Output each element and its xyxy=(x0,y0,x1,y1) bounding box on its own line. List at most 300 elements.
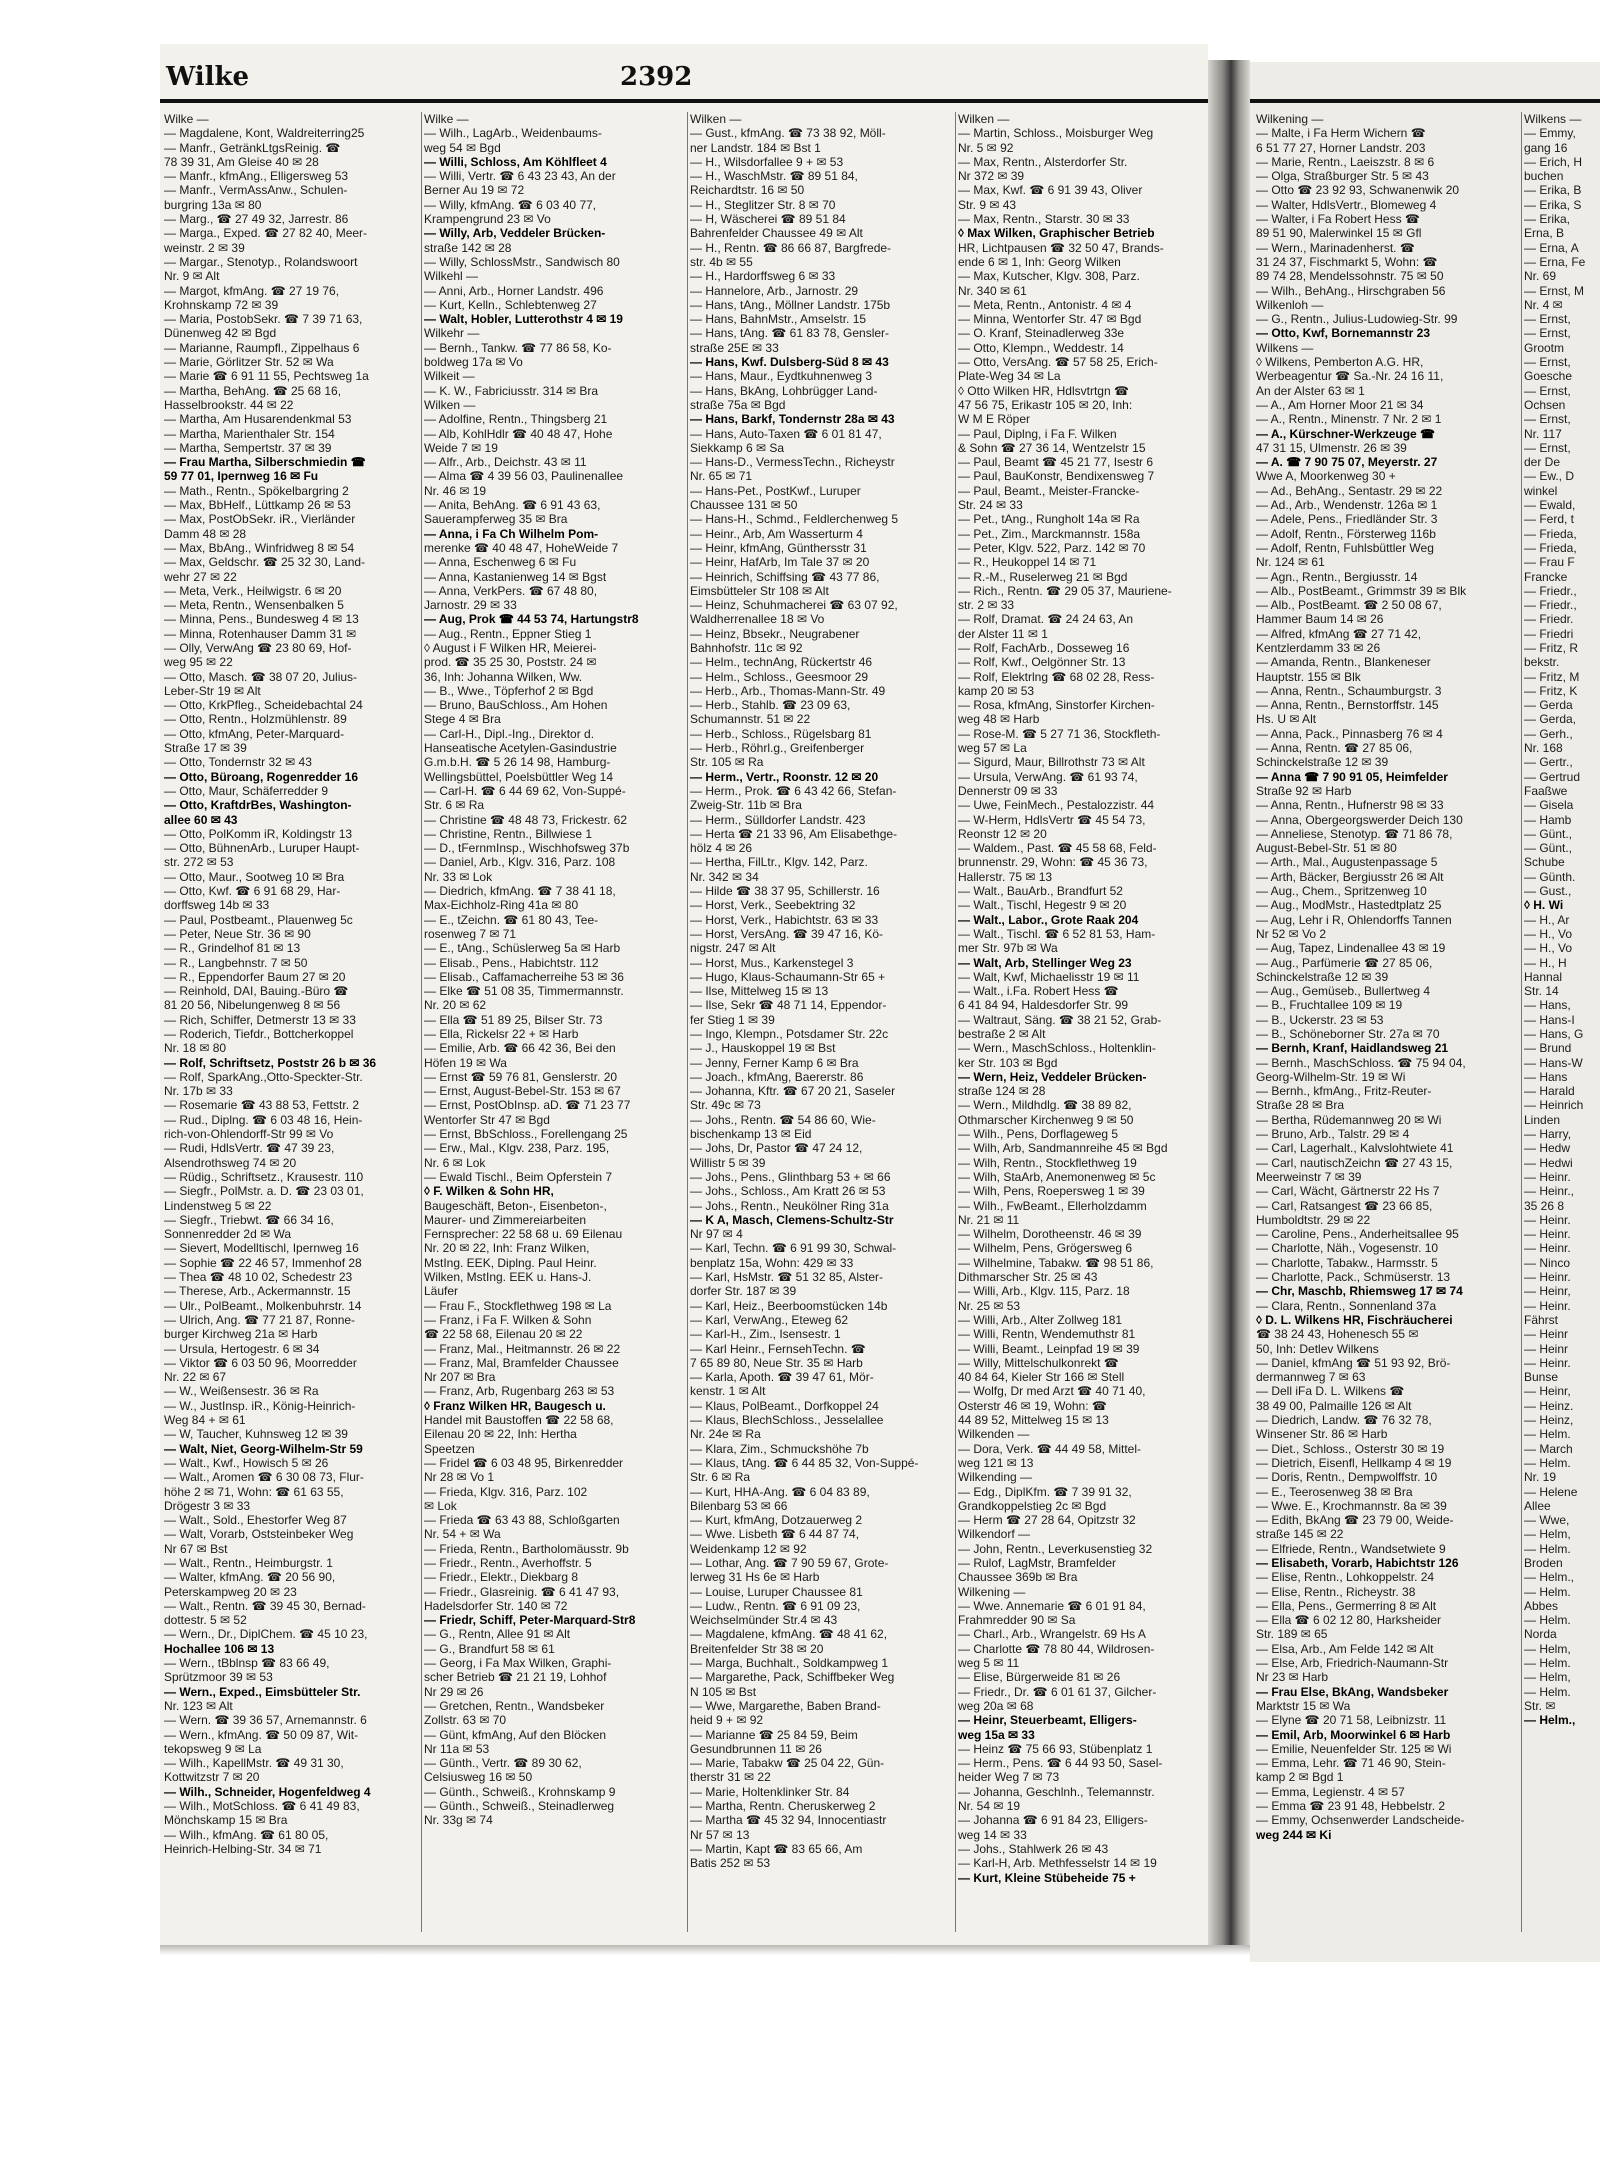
directory-entry: — Bernh, Kranf, Haidlandsweg 21 xyxy=(1256,1041,1449,1056)
directory-entry: — Willi, Vertr. ☎ 6 43 23 43, An der xyxy=(424,169,616,184)
directory-entry: Nr. 20 ✉ 22, Inh: Franz Wilken, xyxy=(424,1241,590,1256)
directory-entry: — Alfred, kfmAng ☎ 27 71 42, xyxy=(1256,626,1422,641)
directory-entry: — Viktor ☎ 6 03 50 96, Moorredder xyxy=(164,1355,357,1370)
directory-entry: — D., tFernmInsp., Wischhofsweg 37b xyxy=(424,841,630,856)
directory-entry: — Helm., xyxy=(1524,1570,1575,1585)
directory-entry: — Franz, Mal, Bramfelder Chaussee xyxy=(424,1355,619,1370)
directory-entry: N 105 ✉ Bst xyxy=(690,1684,757,1699)
directory-entry: — Otto, Büroang, Rogenredder 16 xyxy=(164,769,359,784)
directory-entry: — Franz, i Fa F. Wilken & Sohn xyxy=(424,1312,592,1327)
page-edge-shadow xyxy=(160,1945,1250,1955)
directory-entry: — Max, Geldschr. ☎ 25 32 30, Land- xyxy=(164,555,366,570)
directory-entry: — Rüdig., Schriftsetz., Krausestr. 110 xyxy=(164,1169,364,1184)
directory-entry: ◊ D. L. Wilkens HR, Fischräucherei xyxy=(1256,1312,1453,1327)
directory-entry: — Emilie, Arb. ☎ 66 42 36, Bei den xyxy=(424,1041,616,1056)
directory-entry: boldweg 17a ✉ Vo xyxy=(424,355,523,370)
directory-entry: ◊ Wilkens, Pemberton A.G. HR, xyxy=(1256,355,1424,370)
directory-entry: — Hans-W xyxy=(1524,1055,1583,1070)
directory-entry: Nr. 21 ✉ 11 xyxy=(958,1212,1020,1227)
book-gutter xyxy=(1208,60,1250,1950)
directory-entry: — Helm. xyxy=(1524,1584,1571,1599)
directory-entry: — Otto, Maur., Sootweg 10 ✉ Bra xyxy=(164,869,345,884)
directory-entry: — E., Teerosenweg 38 ✉ Bra xyxy=(1256,1484,1413,1499)
directory-entry: — Aug., Parfümerie ☎ 27 85 06, xyxy=(1256,955,1433,970)
directory-entry: — Carl-H., Dipl.-Ing., Direktor d. xyxy=(424,726,595,741)
directory-entry: — Christine ☎ 48 48 73, Frickestr. 62 xyxy=(424,812,628,827)
directory-entry: — Heinr., xyxy=(1524,1184,1575,1199)
directory-entry: — Anita, BehAng. ☎ 6 91 43 63, xyxy=(424,498,601,513)
column-separator xyxy=(687,112,688,1932)
directory-entry: — H, Wäscherei ☎ 89 51 84 xyxy=(690,212,846,227)
directory-entry: — Günt., xyxy=(1524,826,1573,841)
directory-entry: — Anna, Kastanienweg 14 ✉ Bgst xyxy=(424,569,607,584)
directory-entry: Nr. 17b ✉ 33 xyxy=(164,1084,233,1099)
directory-entry: Wellingsbüttel, Poelsbüttler Weg 14 xyxy=(424,769,613,784)
directory-entry: — Rosa, kfmAng, Sinstorfer Kirchen- xyxy=(958,698,1155,713)
directory-entry: Hammer Baum 14 ✉ 26 xyxy=(1256,612,1384,627)
directory-entry: — Pet., tAng., Rungholt 14a ✉ Ra xyxy=(958,512,1140,527)
directory-entry: — Otto ☎ 23 92 93, Schwanenwik 20 xyxy=(1256,183,1460,198)
directory-entry: — Friedr., Glasreinig. ☎ 6 41 47 93, xyxy=(424,1584,620,1599)
directory-entry: — Clara, Rentn., Sonnenland 37a xyxy=(1256,1298,1437,1313)
directory-entry: bestraße 2 ✉ Alt xyxy=(958,1027,1046,1041)
directory-entry: — Karl, Heiz., Beerboomstücken 14b xyxy=(690,1298,888,1313)
directory-entry: — H., Steglitzer Str. 8 ✉ 70 xyxy=(690,197,836,212)
directory-entry: — H., WaschMstr. ☎ 89 51 84, xyxy=(690,169,858,184)
directory-entry: — Helm. xyxy=(1524,1541,1571,1556)
directory-entry: Bahnhofstr. 11c ✉ 92 xyxy=(690,640,803,655)
directory-entry: Nr. 20 ✉ 62 xyxy=(424,998,487,1013)
directory-entry: Plate-Weg 34 ✉ La xyxy=(958,369,1061,384)
directory-entry: — Helm. xyxy=(1524,1427,1571,1442)
directory-entry: — Ursula, VerwAng. ☎ 61 93 74, xyxy=(958,769,1138,784)
directory-entry: — Kurt, Kleine Stübeheide 75 + xyxy=(958,1870,1136,1885)
directory-entry: — Agn., Rentn., Bergiusstr. 14 xyxy=(1256,569,1418,584)
directory-entry: — Olly, VerwAng ☎ 23 80 69, Hof- xyxy=(164,640,352,655)
directory-entry: — Helm. xyxy=(1524,1684,1571,1699)
directory-entry: — Friedr., Elektr., Diekbarg 8 xyxy=(424,1570,579,1585)
directory-entry: — Wern., Dr., DiplChem. ☎ 45 10 23, xyxy=(164,1627,368,1642)
directory-entry: — Hans, Auto-Taxen ☎ 6 01 81 47, xyxy=(690,426,882,441)
directory-entry: — Ewald Tischl., Beim Opferstein 7 xyxy=(424,1169,613,1184)
directory-entry: Othmarscher Kirchenweg 9 ✉ 50 xyxy=(958,1112,1134,1127)
directory-entry: Kentzlerdamm 33 ✉ 26 xyxy=(1256,640,1381,655)
directory-entry: — Charlotte, Tabakw., Harmsstr. 5 xyxy=(1256,1255,1438,1270)
directory-entry: Peterskampweg 20 ✉ 23 xyxy=(164,1584,297,1599)
directory-entry: str. 4b ✉ 55 xyxy=(690,254,753,269)
directory-entry: — Daniel, Arb., Klgv. 316, Parz. 108 xyxy=(424,855,616,870)
directory-entry: dorffsweg 14b ✉ 33 xyxy=(164,898,270,913)
directory-entry: weinstr. 2 ✉ 39 xyxy=(164,240,245,255)
directory-entry: — Otto, Kwf. ☎ 6 91 68 29, Har- xyxy=(164,884,341,899)
directory-entry: Weidenkamp 12 ✉ 92 xyxy=(690,1541,807,1556)
directory-entry: hölz 4 ✉ 26 xyxy=(690,841,753,856)
directory-entry: — Bernh., kfmAng., Fritz-Reuter- xyxy=(1256,1084,1432,1099)
directory-entry: — Max, BbAng., Winfridweg 8 ✉ 54 xyxy=(164,540,355,555)
directory-entry: Wilkenloh — xyxy=(1256,297,1324,312)
directory-entry: weg 5 ✉ 11 xyxy=(958,1656,1020,1671)
directory-entry: — Walter, kfmAng. ☎ 20 56 90, xyxy=(164,1570,336,1585)
directory-entry: — Aug., Rentn., Eppner Stieg 1 xyxy=(424,626,592,641)
directory-entry: — Emil, Arb, Moorwinkel 6 ✉ Harb xyxy=(1256,1727,1451,1742)
directory-entry: — Ursula, Hertogestr. 6 ✉ 34 xyxy=(164,1341,320,1356)
directory-entry: — Ad., Arb., Wendenstr. 126a ✉ 1 xyxy=(1256,498,1438,513)
directory-entry: — Manfr., kfmAng., Elligersweg 53 xyxy=(164,169,349,184)
directory-entry: — G., Rentn, Allee 91 ✉ Alt xyxy=(424,1627,571,1642)
directory-entry: — G., Rentn., Julius-Ludowieg-Str. 99 xyxy=(1256,312,1458,327)
directory-entry: — Hedw xyxy=(1524,1141,1571,1156)
directory-entry: — Emilie, Neuenfelder Str. 125 ✉ Wi xyxy=(1256,1741,1452,1756)
directory-entry: G.m.b.H. ☎ 5 26 14 98, Hamburg- xyxy=(424,755,611,770)
directory-entry: — Helm. xyxy=(1524,1613,1571,1628)
directory-entry: — Karl-H., Zim., Isensestr. 1 xyxy=(690,1327,841,1342)
directory-entry: — Louise, Luruper Chaussee 81 xyxy=(690,1584,863,1599)
directory-entry: Humboldtstr. 29 ✉ 22 xyxy=(1256,1212,1371,1227)
directory-entry: — W, Taucher, Kuhnsweg 12 ✉ 39 xyxy=(164,1427,348,1442)
directory-entry: str. 272 ✉ 53 xyxy=(164,855,234,870)
directory-entry: straße 25E ✉ 33 xyxy=(690,340,779,355)
directory-entry: — Ernst, xyxy=(1524,326,1571,341)
directory-entry: — Kurt, Kelln., Schlebtenweg 27 xyxy=(424,297,597,312)
directory-entry: Wilken — xyxy=(690,112,742,126)
directory-entry: — Wern., MaschSchloss., Holtenklin- xyxy=(958,1041,1156,1056)
directory-entry: & Sohn ☎ 27 36 14, Wentzelstr 15 xyxy=(958,440,1146,455)
directory-entry: — Ernst, August-Bebel-Str. 153 ✉ 67 xyxy=(424,1084,621,1099)
directory-entry: — Diedrich, kfmAng. ☎ 7 38 41 18, xyxy=(424,884,616,899)
directory-entry: — Klara, Zim., Schmuckshöhe 7b xyxy=(690,1441,869,1456)
directory-entry: dorfer Str. 187 ✉ 39 xyxy=(690,1284,797,1299)
directory-entry: — Hans, Barkf, Tondernstr 28a ✉ 43 xyxy=(690,412,895,427)
directory-entry: — Helm, xyxy=(1524,1641,1571,1656)
directory-entry: — Margarethe, Pack, Schiffbeker Weg xyxy=(690,1670,895,1685)
directory-entry: — Meta, Verk., Heilwigstr. 6 ✉ 20 xyxy=(164,583,342,598)
directory-entry: der De xyxy=(1524,455,1561,470)
directory-entry: ◊ F. Wilken & Sohn HR, xyxy=(424,1184,554,1199)
directory-entry: — Friedri xyxy=(1524,626,1574,641)
directory-entry: allee 60 ✉ 43 xyxy=(164,812,238,827)
directory-entry: 6 41 84 94, Haldesdorfer Str. 99 xyxy=(958,998,1129,1013)
directory-entry: — Aug, Lehr i R, Ohlendorffs Tannen xyxy=(1256,912,1452,927)
directory-entry: — Frau F xyxy=(1524,555,1575,570)
directory-entry: — Heinz. xyxy=(1524,1398,1574,1413)
directory-entry: Wilke — xyxy=(164,112,209,126)
directory-entry: fer Stieg 1 ✉ 39 xyxy=(690,1012,775,1027)
directory-entry: — Horst, Verk., Seebektring 32 xyxy=(690,898,856,913)
directory-entry: — Marie, Rentn., Laeiszstr. 8 ✉ 6 xyxy=(1256,154,1435,169)
directory-entry: Stege 4 ✉ Bra xyxy=(424,712,501,727)
directory-entry: — Hans, Maur., Eydtkuhnenweg 3 xyxy=(690,369,873,384)
directory-entry: — Marie, Tabakw ☎ 25 04 22, Gün- xyxy=(690,1756,885,1771)
directory-entry: — Wwe. Lisbeth ☎ 6 44 87 74, xyxy=(690,1527,860,1542)
directory-entry: — Wern., kfmAng. ☎ 50 09 87, Wit- xyxy=(164,1727,359,1742)
directory-entry: Straße 28 ✉ Bra xyxy=(1256,1098,1345,1113)
directory-entry: — Horst, Verk., Habichtstr. 63 ✉ 33 xyxy=(690,912,879,927)
directory-entry: — Wilh., KapellMstr. ☎ 49 31 30, xyxy=(164,1756,344,1771)
directory-entry: — Anna, Rentn., Schaumburgstr. 3 xyxy=(1256,683,1442,698)
directory-entry: — Gretchen, Rentn., Wandsbeker xyxy=(424,1698,605,1713)
directory-entry: — Heinrich, Schiffsing ☎ 43 77 86, xyxy=(690,569,880,584)
directory-entry: — Frau Martha, Silberschmiedin ☎ xyxy=(164,455,366,470)
directory-entry: — Johs., Rentn., Neukölner Ring 31a xyxy=(690,1198,889,1213)
directory-entry: 89 74 28, Mendelssohnstr. 75 ✉ 50 xyxy=(1256,269,1444,284)
directory-entry: Goesche xyxy=(1524,369,1573,384)
directory-entry: Dünenweg 42 ✉ Bgd xyxy=(164,326,277,341)
directory-entry: — Wern, Heiz, Veddeler Brücken- xyxy=(958,1069,1147,1084)
directory-entry: — Otto, VersAng. ☎ 57 58 25, Erich- xyxy=(958,355,1158,370)
directory-entry: — Georg, i Fa Max Wilken, Graphi- xyxy=(424,1656,612,1671)
directory-entry: Sauerampferweg 35 ✉ Bra xyxy=(424,512,568,527)
directory-entry: 47 56 75, Erikastr 105 ✉ 20, Inh: xyxy=(958,397,1133,412)
directory-entry: — Charl., Arb., Wrangelstr. 69 Hs A xyxy=(958,1627,1146,1642)
directory-entry: — Maria, PostobSekr. ☎ 7 39 71 63, xyxy=(164,312,363,327)
directory-entry: — Paul, Beamt ☎ 45 21 77, Isestr 6 xyxy=(958,455,1154,470)
directory-entry: Straße 17 ✉ 39 xyxy=(164,741,247,756)
directory-entry: — Emmy, Ochsenwerder Landscheide- xyxy=(1256,1813,1465,1828)
directory-entry: — Lothar, Ang. ☎ 7 90 59 67, Grote- xyxy=(690,1555,889,1570)
directory-entry: — Ella, Rickelsr 22 + ✉ Harb xyxy=(424,1027,579,1041)
directory-entry: — Ernst, BbSchloss., Forellengang 25 xyxy=(424,1127,628,1142)
directory-entry: Nr 29 ✉ 26 xyxy=(424,1684,484,1699)
directory-entry: — Otto, Tondernstr 32 ✉ 43 xyxy=(164,755,312,770)
directory-entry: bischenkamp 13 ✉ Eid xyxy=(690,1127,812,1142)
directory-entry: — Bernh., MaschSchloss. ☎ 75 94 04, xyxy=(1256,1055,1466,1070)
directory-entry: — Martha, Sempertstr. 37 ✉ 39 xyxy=(164,440,332,455)
directory-column-6 xyxy=(1524,112,1600,1728)
directory-entry: Nr. 69 xyxy=(1524,269,1557,284)
directory-entry: — Fridel ☎ 6 03 48 95, Birkenredder xyxy=(424,1455,624,1470)
directory-entry: Nr 372 ✉ 39 xyxy=(958,169,1025,184)
directory-entry: Fährst xyxy=(1524,1312,1559,1327)
directory-entry: — Hans-I xyxy=(1524,1012,1575,1027)
directory-entry: Sprützmoor 39 ✉ 53 xyxy=(164,1670,273,1685)
directory-entry: — Meta, Rentn., Wensenbalken 5 xyxy=(164,598,344,613)
directory-entry: — R., Heukoppel 14 ✉ 71 xyxy=(958,555,1097,570)
directory-entry: — Elisabeth, Vorarb, Habichtstr 126 xyxy=(1256,1555,1459,1570)
directory-entry: — Rose-M. ☎ 5 27 71 36, Stockfleth- xyxy=(958,726,1161,741)
directory-entry: — Helm., technAng, Rückertstr 46 xyxy=(690,655,873,670)
directory-entry: — Rolf, Kwf., Oelgönner Str. 13 xyxy=(958,655,1126,670)
directory-entry: — Heinr. xyxy=(1524,1355,1571,1370)
directory-entry: — Rosemarie ☎ 43 88 53, Fettstr. 2 xyxy=(164,1098,360,1113)
directory-entry: — Olga, Straßburger Str. 5 ✉ 43 xyxy=(1256,169,1429,184)
directory-entry: — Ernst, PostObInsp. aD. ☎ 71 23 77 xyxy=(424,1098,631,1113)
directory-entry: weg 57 ✉ La xyxy=(958,741,1027,756)
directory-entry: — Charlotte, Pack., Schmüserstr. 13 xyxy=(1256,1270,1451,1285)
directory-entry: — Karl, Techn. ☎ 6 91 99 30, Schwal- xyxy=(690,1241,897,1256)
directory-entry: — Wwe. E., Krochmannstr. 8a ✉ 39 xyxy=(1256,1498,1447,1513)
directory-entry: 44 89 52, Mittelweg 15 ✉ 13 xyxy=(958,1413,1109,1428)
directory-entry: — Willi, Schloss, Am Köhlfleet 4 xyxy=(424,154,607,169)
directory-entry: — Wilh., kfmAng. ☎ 61 80 05, xyxy=(164,1827,329,1842)
directory-entry: — Heinz, xyxy=(1524,1413,1574,1428)
directory-entry: Läufer xyxy=(424,1284,459,1299)
directory-entry: — Hannelore, Arb., Jarnostr. 29 xyxy=(690,283,859,298)
directory-entry: — Erika, S xyxy=(1524,197,1582,212)
directory-entry: — Gertr., xyxy=(1524,755,1573,770)
directory-entry: — Roderich, Tiefdr., Bottcherkoppel xyxy=(164,1027,354,1041)
directory-entry: Wilken — xyxy=(424,397,476,412)
directory-entry: — Hans, G xyxy=(1524,1027,1584,1041)
directory-entry: — Ernst, xyxy=(1524,312,1571,327)
directory-entry: — Martha, Marienthaler Str. 154 xyxy=(164,426,335,441)
directory-entry: — Otto, Kwf, Bornemannstr 23 xyxy=(1256,326,1431,341)
directory-entry: Hadelsdorfer Str. 140 ✉ 72 xyxy=(424,1598,568,1613)
directory-entry: Nr 11a ✉ 53 xyxy=(424,1741,490,1756)
directory-entry: — Heinr. xyxy=(1524,1298,1571,1313)
running-head-name: Wilke xyxy=(166,62,250,92)
directory-entry: — H., Ar xyxy=(1524,912,1570,927)
directory-entry: — Wilhelm, Dorotheenstr. 46 ✉ 39 xyxy=(958,1227,1142,1242)
directory-entry: — Heinrich xyxy=(1524,1098,1584,1113)
directory-entry: — Ernst, xyxy=(1524,383,1571,398)
directory-entry: ☎ 38 24 43, Hohenesch 55 ✉ xyxy=(1256,1327,1419,1342)
directory-entry: — Heinr. xyxy=(1524,1169,1571,1184)
directory-entry: — Max, BbHelf., Lüttkamp 26 ✉ 53 xyxy=(164,498,351,513)
directory-entry: — Reinhold, DAI, Bauing.-Büro ☎ xyxy=(164,984,349,999)
directory-entry: — Günth., Vertr. ☎ 89 30 62, xyxy=(424,1756,582,1771)
directory-entry: — Otto, KraftdrBes, Washington- xyxy=(164,798,352,813)
directory-entry: Krohnskamp 72 ✉ 39 xyxy=(164,297,279,312)
directory-entry: — Franz, Mal., Heitmannstr. 26 ✉ 22 xyxy=(424,1341,621,1356)
directory-entry: — Walt, Niet, Georg-Wilhelm-Str 59 xyxy=(164,1441,363,1456)
directory-entry: — Heinr. xyxy=(1524,1270,1571,1285)
directory-entry: Osterstr 46 ✉ 19, Wohn: ☎ xyxy=(958,1398,1107,1413)
directory-entry: — Chr, Maschb, Rhiemsweg 17 ✉ 74 xyxy=(1256,1284,1463,1299)
directory-entry: — Walter, HdlsVertr., Blomeweg 4 xyxy=(1256,197,1437,212)
directory-entry: Wilkehl — xyxy=(424,269,479,284)
directory-entry: — Meta, Rentn., Antonistr. 4 ✉ 4 xyxy=(958,297,1132,312)
directory-entry: — Paul, Beamt., Meister-Francke- xyxy=(958,483,1140,498)
directory-entry: Linden xyxy=(1524,1112,1561,1127)
directory-entry: — Klaus, PolBeamt., Dorfkoppel 24 xyxy=(690,1398,879,1413)
directory-entry: — Hans, tAng. ☎ 61 83 78, Gensler- xyxy=(690,326,890,341)
directory-entry: — Johs., Schloss., Am Kratt 26 ✉ 53 xyxy=(690,1184,886,1199)
directory-entry: Nr. 117 xyxy=(1524,426,1562,441)
directory-entry: — Ewald, xyxy=(1524,498,1576,513)
directory-entry: — Gerda, xyxy=(1524,712,1577,727)
directory-entry: Winsener Str. 86 ✉ Harb xyxy=(1256,1427,1388,1442)
directory-entry: — Pet., Zim., Marckmannstr. 158a xyxy=(958,526,1141,541)
directory-entry: Bilenbarg 53 ✉ 66 xyxy=(690,1498,788,1513)
directory-entry: Wilkehr — xyxy=(424,326,480,341)
directory-entry: Nr. 19 xyxy=(1524,1470,1557,1485)
directory-entry: Wilkening — xyxy=(958,1584,1026,1599)
directory-entry: — Helene xyxy=(1524,1484,1578,1499)
directory-entry: Hasselbrookstr. 44 ✉ 22 xyxy=(164,397,294,412)
directory-entry: — Else, Arb, Friedrich-Naumann-Str xyxy=(1256,1656,1449,1671)
directory-entry: — Heinr., Arb, Am Wasserturm 4 xyxy=(690,526,863,541)
directory-entry: — Elisab., Caffamacherreihe 53 ✉ 36 xyxy=(424,969,624,984)
directory-entry: — K A, Masch, Clemens-Schultz-Str xyxy=(690,1212,894,1227)
directory-entry: — Hans, tAng., Möllner Landstr. 175b xyxy=(690,297,891,312)
directory-entry: Wwe A, Moorkenweg 30 + xyxy=(1256,469,1396,484)
directory-entry: — Johs, Dr, Pastor ☎ 47 24 12, xyxy=(690,1141,863,1156)
directory-entry: — Frieda, xyxy=(1524,540,1577,555)
directory-entry: — Elke ☎ 51 08 35, Timmermannstr. xyxy=(424,984,624,999)
directory-entry: Meerweinstr 7 ✉ 39 xyxy=(1256,1169,1362,1184)
directory-entry: — Helm., Schloss., Geesmoor 29 xyxy=(690,669,869,684)
directory-entry: — R., Langbehnstr. 7 ✉ 50 xyxy=(164,955,308,970)
directory-entry: 7 65 89 80, Neue Str. 35 ✉ Harb xyxy=(690,1355,863,1370)
directory-entry: Chaussee 369b ✉ Bra xyxy=(958,1570,1078,1585)
directory-entry: — H., H xyxy=(1524,955,1567,970)
directory-entry: — Wilh, Rentn., Stockflethweg 19 xyxy=(958,1155,1137,1170)
directory-entry: — Frieda, Rentn., Bartholomäusstr. 9b xyxy=(424,1541,629,1556)
column-separator xyxy=(1521,112,1522,1932)
directory-entry: — Klaus, BlechSchloss., Jesselallee xyxy=(690,1413,884,1428)
directory-entry: — Willy, kfmAng. ☎ 6 03 40 77, xyxy=(424,197,597,212)
directory-entry: Berner Au 19 ✉ 72 xyxy=(424,183,525,198)
directory-entry: straße 124 ✉ 28 xyxy=(958,1084,1046,1099)
directory-entry: 59 77 01, Ipernweg 16 ✉ Fu xyxy=(164,469,319,484)
directory-entry: tekopsweg 9 ✉ La xyxy=(164,1741,262,1756)
directory-entry: ◊ Otto Wilken HR, Hdlsvtrtgn ☎ xyxy=(958,383,1129,398)
directory-entry: — Wilh., BehAng., Hirschgraben 56 xyxy=(1256,283,1446,298)
directory-entry: — Max, Rentn., Starstr. 30 ✉ 33 xyxy=(958,212,1130,227)
directory-entry: Abbes xyxy=(1524,1598,1559,1613)
directory-entry: — Martha, Am Husarendenkmal 53 xyxy=(164,412,352,427)
directory-entry: — Marga, Buchhalt., Soldkampweg 1 xyxy=(690,1656,889,1671)
directory-entry: — Ernst, xyxy=(1524,355,1571,370)
directory-entry: Nr. 33 ✉ Lok xyxy=(424,869,493,884)
directory-entry: — Anneliese, Stenotyp. ☎ 71 86 78, xyxy=(1256,826,1453,841)
directory-entry: — Alb., PostBeamt. ☎ 2 50 08 67, xyxy=(1256,598,1442,613)
directory-entry: — Wern., Mildhdlg. ☎ 38 89 82, xyxy=(958,1098,1132,1113)
directory-entry: — Walt., Labor., Grote Raak 204 xyxy=(958,912,1139,927)
directory-entry: — Wern., Exped., Eimsbütteler Str. xyxy=(164,1684,361,1699)
directory-entry: — Margar., Stenotyp., Rolandswoort xyxy=(164,254,358,269)
directory-entry: — Hugo, Klaus-Schaumann-Str 65 + xyxy=(690,969,886,984)
directory-entry: — B., Uckerstr. 23 ✉ 53 xyxy=(1256,1012,1384,1027)
directory-entry: — Hedwi xyxy=(1524,1155,1573,1170)
directory-entry: Nr. 9 ✉ Alt xyxy=(164,269,220,284)
directory-entry: — Arth, Bäcker, Bergiusstr 26 ✉ Alt xyxy=(1256,869,1444,884)
directory-entry: — Horst, VersAng. ☎ 39 47 16, Kö- xyxy=(690,926,884,941)
directory-entry: — Erika, xyxy=(1524,212,1571,227)
directory-entry: Hauptstr. 155 ✉ Blk xyxy=(1256,669,1361,684)
directory-column-1 xyxy=(164,112,420,1856)
directory-entry: — Martin, Kapt ☎ 83 65 66, Am xyxy=(690,1841,863,1856)
directory-entry: — Doris, Rentn., Dempwolffstr. 10 xyxy=(1256,1470,1438,1485)
directory-entry: — Otto, Masch. ☎ 38 07 20, Julius- xyxy=(164,669,358,684)
directory-entry: — Ernst, xyxy=(1524,440,1571,455)
directory-entry: — Herb., Röhrl.g., Greifenberger xyxy=(690,741,865,756)
directory-entry: — Rich., Rentn. ☎ 29 05 37, Mauriene- xyxy=(958,583,1172,598)
directory-entry: — Kurt, HHA-Ang. ☎ 6 04 83 89, xyxy=(690,1484,870,1499)
directory-entry: ner Landstr. 184 ✉ Bst 1 xyxy=(690,140,821,155)
directory-entry: — Martha, Rentn. Cheruskerweg 2 xyxy=(690,1799,876,1814)
directory-entry: — Walt, Arb, Stellinger Weg 23 xyxy=(958,955,1132,970)
directory-entry: — E., tZeichn. ☎ 61 80 43, Tee- xyxy=(424,912,599,927)
directory-entry: straße 75a ✉ Bgd xyxy=(690,397,786,412)
directory-entry: — Otto, Rentn., Holzmühlenstr. 89 xyxy=(164,712,347,727)
directory-entry: — Erna, Fe xyxy=(1524,254,1586,269)
directory-entry: — Emma, Legienstr. 4 ✉ 57 xyxy=(1256,1784,1405,1799)
directory-entry: 78 39 31, Am Gleise 40 ✉ 28 xyxy=(164,154,319,169)
directory-entry: 89 51 90, Malerwinkel 15 ✉ Gfl xyxy=(1256,226,1422,241)
directory-entry: — Gisela xyxy=(1524,798,1574,813)
directory-entry: — Carl, Lagerhalt., Kalvslohtwiete 41 xyxy=(1256,1141,1454,1156)
directory-entry: — Gust., kfmAng. ☎ 73 38 92, Möll- xyxy=(690,126,886,141)
directory-entry: — Heinr. xyxy=(1524,1212,1571,1227)
directory-entry: nigstr. 247 ✉ Alt xyxy=(690,941,776,956)
directory-entry: — Helm. xyxy=(1524,1656,1571,1671)
directory-entry: 47 31 15, Ulmenstr. 26 ✉ 39 xyxy=(1256,440,1407,455)
directory-entry: Nr. 24e ✉ Ra xyxy=(690,1427,761,1442)
directory-entry: Nr 52 ✉ Vo 2 xyxy=(1256,926,1327,941)
directory-entry: 50, Inh: Detlev Wilkens xyxy=(1256,1341,1379,1356)
directory-entry: Allee xyxy=(1524,1498,1551,1513)
